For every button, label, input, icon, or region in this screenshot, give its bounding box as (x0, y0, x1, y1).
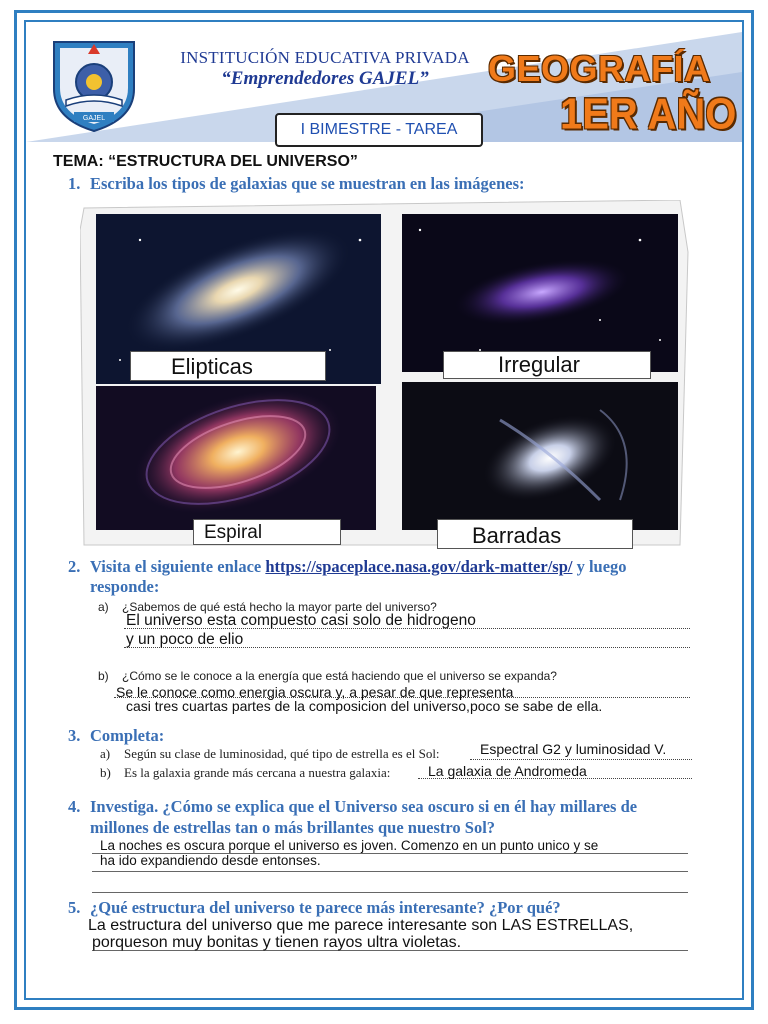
question-3 (68, 726, 164, 746)
question-3-text: Completa: (90, 726, 165, 745)
question-2-text-after: y luego (572, 557, 627, 576)
q3a-text: Según su clase de luminosidad, qué tipo de estrella es el Sol: (124, 746, 440, 761)
question-1-text: Escriba los tipos de galaxias que se muestran en las imágenes: (90, 174, 525, 193)
q5-answer-2: porqueson muy bonitas y tienen rayos ultra violetas. (92, 934, 462, 951)
logo-text: GAJEL (82, 115, 106, 122)
q3b-text: Es la galaxia grande más cercana a nuestra galaxia: (124, 765, 391, 780)
subject-title: GEOGRAFÍA (488, 48, 711, 89)
term-badge: I BIMESTRE - TAREA (275, 113, 483, 147)
question-number: 1. (68, 174, 81, 193)
answer-line (92, 892, 688, 893)
question-number: 2. (68, 557, 81, 576)
question-5-text: ¿Qué estructura del universo te parece más interesante? ¿Por qué? (90, 898, 561, 917)
question-number: 3. (68, 726, 81, 745)
q5-answer-1: La estructura del universo que me parece interesante son LAS ESTRELLAS, (88, 917, 634, 934)
galaxy-label-4: Barradas (437, 519, 633, 549)
question-2-text-before: Visita el siguiente enlace (90, 557, 266, 576)
question-4 (68, 797, 637, 817)
q2b-label: b) (98, 669, 109, 683)
answer-line (470, 759, 692, 760)
question-5 (68, 898, 561, 918)
school-logo (44, 34, 144, 134)
question-2-line2: responde: (90, 577, 160, 596)
answer-line (92, 871, 688, 872)
q2a-label: a) (98, 600, 109, 614)
q4-answer-1: La noches es oscura porque el universo es joven. Comenzo en un punto unico y se (100, 838, 599, 853)
q2a-answer-1: El universo esta compuesto casi solo de hidrogeno (126, 612, 476, 629)
q3b-label: b) (100, 765, 111, 780)
galaxy-label-1: Elipticas (130, 351, 326, 381)
question-4-line2: millones de estrellas tan o más brillantes que nuestro Sol? (90, 818, 496, 837)
q2b-question: ¿Cómo se le conoce a la energía que está haciendo que el universo se expanda? (122, 669, 557, 683)
question-4-text-line1: Investiga. ¿Cómo se explica que el Universo sea oscuro si en él hay millares de (90, 797, 638, 816)
nasa-link[interactable]: https://spaceplace.nasa.gov/dark-matter/sp/ (265, 557, 573, 576)
question-2 (68, 557, 627, 577)
q2b-answer-2: casi tres cuartas partes de la composicion del universo,poco se sabe de ella. (126, 698, 603, 714)
school-motto: “Emprendedores GAJEL” (221, 68, 429, 89)
q2a-question: ¿Sabemos de qué está hecho la mayor parte del universo? (122, 600, 437, 614)
question-1 (68, 174, 525, 194)
q3a-answer: Espectral G2 y luminosidad V. (480, 741, 667, 757)
q2b-answer-1: Se le conoce como energia oscura y, a pesar de que representa (116, 684, 514, 700)
q3b-answer: La galaxia de Andromeda (428, 763, 587, 779)
school-name: INSTITUCIÓN EDUCATIVA PRIVADA (180, 48, 470, 67)
q4-answer-2: ha ido expandiendo desde entonses. (100, 853, 321, 868)
q2a-answer-2: y un poco de elio (126, 631, 244, 648)
galaxy-label-3: Espiral (193, 519, 341, 545)
topic-heading: TEMA: “ESTRUCTURA DEL UNIVERSO” (53, 153, 358, 170)
q3a-label: a) (100, 746, 111, 761)
grade-title: 1ER AÑO (560, 89, 737, 139)
question-number: 4. (68, 797, 81, 816)
question-number: 5. (68, 898, 81, 917)
galaxy-label-2: Irregular (443, 351, 651, 379)
